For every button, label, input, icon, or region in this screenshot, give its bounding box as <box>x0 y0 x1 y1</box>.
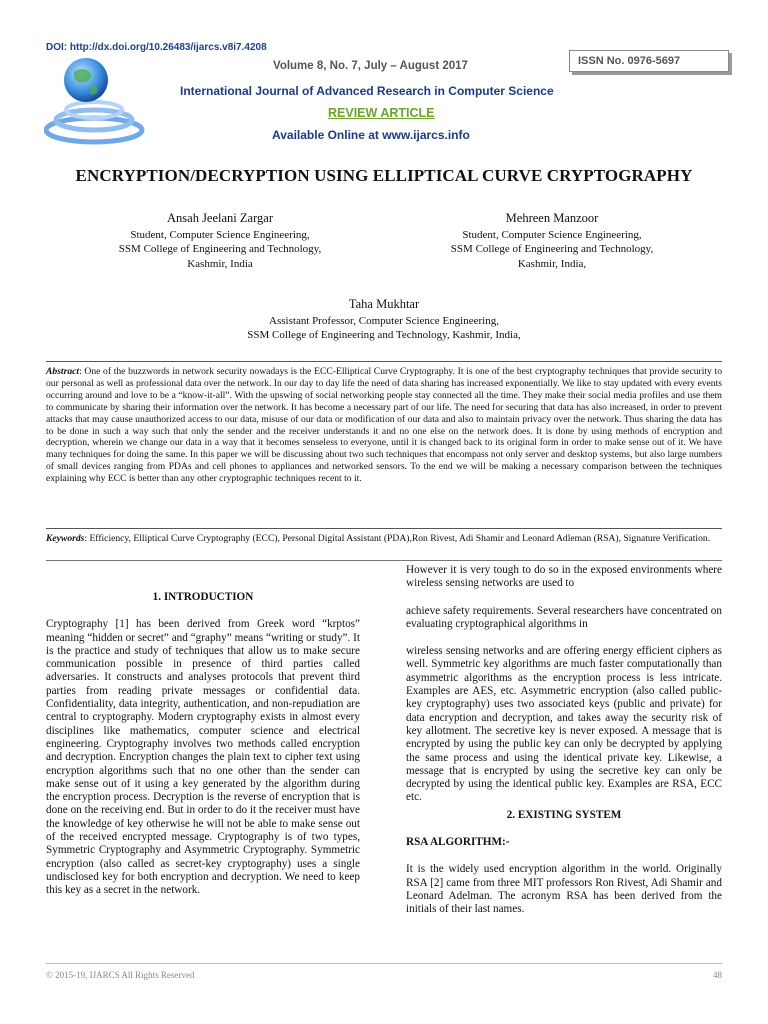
available-online-link[interactable]: Available Online at www.ijarcs.info <box>272 128 470 142</box>
issn-box: ISSN No. 0976-5697 <box>569 50 729 72</box>
paragraph: It is the widely used encryption algorithm in the world. Originally RSA [2] came from three MIT professors Ron Rivest, Adi Shamir and Leonard Adelman. The acronym RSA has been derived from the initials of their last names. <box>406 863 722 916</box>
page-number: 48 <box>713 970 722 980</box>
abstract-label: Abstract <box>46 366 80 377</box>
author-1 <box>100 211 340 271</box>
paper-title: ENCRYPTION/DECRYPTION USING ELLIPTICAL CURVE CRYPTOGRAPHY <box>75 166 693 185</box>
doi-link[interactable]: DOI: http://dx.doi.org/10.26483/ijarcs.v8i7.4208 <box>46 42 267 53</box>
author-name: Ansah Jeelani Zargar <box>167 211 273 225</box>
divider <box>46 560 722 561</box>
paragraph: wireless sensing networks and are offering energy efficient ciphers as well. Symmetric key algorithms are much faster computationally than asymmetric algorithms as the encryption process is less intricate. Examples are AES, etc. Asymmetric encryption (also called public-key cryptography) uses two associated keys (public and private) for data encryption and decryption, and takes away the security risk of key allotment. The secretive key is never exposed. A message that is encrypted by using the public key can only be decrypted by applying the same process and using the identical private key. Likewise, a message that is encrypted by using the secretive key can only be decrypted by using the identical public key. Examples are RSA, ECC etc. <box>406 645 722 804</box>
paragraph: However it is very tough to do so in the exposed environments where wireless sensing networks are used to <box>406 564 722 590</box>
keywords <box>46 533 722 545</box>
footer-divider <box>46 963 722 964</box>
left-column <box>46 591 360 898</box>
author-2 <box>432 211 672 271</box>
subsection-heading: RSA ALGORITHM:- <box>406 836 510 849</box>
author-3 <box>184 297 584 343</box>
author-affiliation: Student, Computer Science Engineering, <box>130 228 310 241</box>
paragraph: Cryptography [1] has been derived from Greek word “krptos” meaning “hidden or secret” and “graphy” means “writing or study”. It is the practice and study of techniques that allow us to make secure communication possible in presence of third parties called adversaries. It constructs and analyses protocols that prevent third parties from reading private messages or confidential data. Confidentiality, data integrity, authentication, and non-repudiation are central to cryptography. Modern cryptography exists in almost every disciplines like mathematics, computer science and electrical engineering. Cryptography involves two methods called encryption and decryption. Encryption changes the plain text to cipher text using encryption algorithms such that no one other than the sender can make sense out of it using a key generated by the algorithm during the encryption process. Decryption is the reverse of encryption that is done on the receiving end. But in order to do it the receiver must have the knowledge of key otherwise he will not be able to make sense out of the received encrypted message. Cryptography is of two types, Symmetric Cryptography and Asymmetric Cryptography. Symmetric encryption (also called as secret-key cryptography) uses a single undisclosed key for both encryption and decryption. We need to keep this key as a secret in the network. <box>46 618 360 897</box>
section-heading: 2. EXISTING SYSTEM <box>506 808 622 821</box>
globe-logo-icon <box>44 48 154 153</box>
author-name: Taha Mukhtar <box>348 297 420 311</box>
paragraph: achieve safety requirements. Several researchers have concentrated on evaluating cryptographical algorithms in <box>406 604 722 630</box>
volume-info: Volume 8, No. 7, July – August 2017 <box>273 60 468 72</box>
author-affiliation: SSM College of Engineering and Technology, <box>118 243 322 255</box>
journal-name: International Journal of Advanced Research in Computer Science <box>180 84 554 98</box>
keywords-label: Keywords <box>46 533 85 544</box>
right-column <box>406 564 722 917</box>
keywords-text: : Efficiency, Elliptical Curve Cryptography (ECC), Personal Digital Assistant (PDA),Ron Rivest, Adi Shamir and Leonard Adleman (RSA), Signature Verification. <box>84 533 711 544</box>
abstract <box>46 366 722 485</box>
author-affiliation: SSM College of Engineering and Technology, Kashmir, India, <box>247 329 521 341</box>
author-affiliation: Kashmir, India, <box>517 257 587 270</box>
author-name: Mehreen Manzoor <box>505 211 599 225</box>
author-affiliation: SSM College of Engineering and Technology, <box>450 243 654 255</box>
article-type: REVIEW ARTICLE <box>328 106 435 120</box>
section-heading: 1. INTRODUCTION <box>152 591 254 603</box>
abstract-text: : One of the buzzwords in network security nowadays is the ECC-Elliptical Curve Cryptography. It is one of the best cryptography techniques that provide security to our personal as well as professional data over the network. In our day to day life the need of data sharing has increased exponentially. We like to stay updated with every events occurring around and love to be a “know-it-all”. With the upswing of social networking people stay connected all the time. They make their social media profiles and use them to communicate by sharing their information over the network. It has become a necessary part of our life. The need for securing that data has also increased, in order to prevent attacks that may cause unauthorized access to our data, misuse of our data or modification of our data and also to maintain privacy over the network. Thus sharing the data has to be done in such a way such that only the sender and the receiver understands it and no one else on the network does. It is done by using methods of encryption and decryption, wherein we change our data in a way that it becomes senseless to everyone, until it is changed back to its original form in order to make sense out of it. We have many techniques for doing the same. In this paper we will be discussing about two such techniques that encompass not only server and desktop systems, but also large numbers of small devices ranging from PDAs and cell phones to appliances and networked sensors. To the end we will be making a necessary comparison between the techniques explaining why ECC is better than any other cryptographic techniques recent to it. <box>46 366 722 485</box>
author-affiliation: Student, Computer Science Engineering, <box>462 228 642 241</box>
copyright: © 2015-19, IJARCS All Rights Reserved <box>46 970 195 980</box>
author-affiliation: Assistant Professor, Computer Science Engineering, <box>269 314 499 327</box>
author-affiliation: Kashmir, India <box>187 257 253 270</box>
